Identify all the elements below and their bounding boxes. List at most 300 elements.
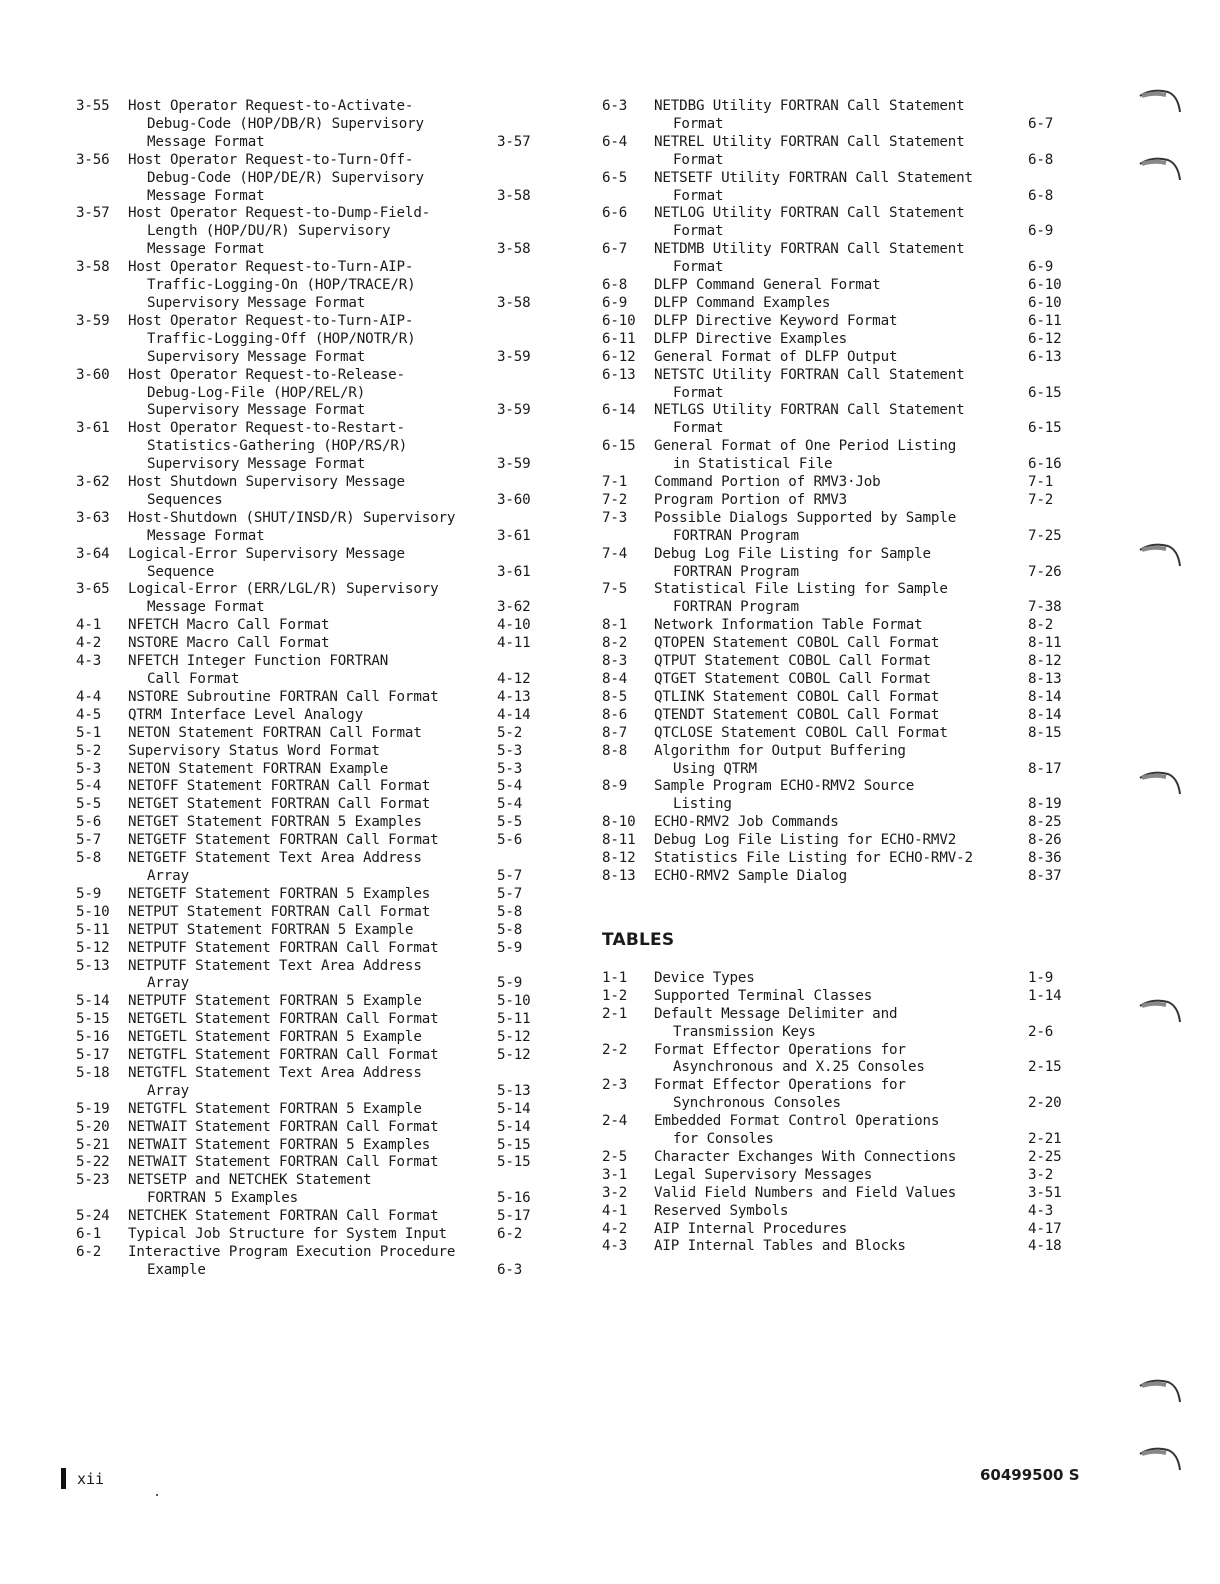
figure-title-continuation: Format [673, 223, 724, 240]
figure-title-continuation: Message Format [147, 187, 265, 204]
figure-entry [602, 689, 1082, 707]
figure-page-reference: 5-7 [497, 885, 523, 902]
figure-entry [76, 904, 551, 922]
figure-title-line: NSTORE Subroutine FORTRAN Call Format [128, 688, 439, 705]
figure-title-line: NETGETL Statement FORTRAN 5 Example [128, 1029, 422, 1046]
figure-page-reference: 5-17 [497, 1208, 531, 1225]
figure-title-line: ECHO-RMV2 Sample Dialog [654, 867, 848, 884]
figure-title-line: NETGTFL Statement FORTRAN Call Format [128, 1047, 439, 1064]
table-title-line: AIP Internal Tables and Blocks [654, 1238, 906, 1255]
table-page-reference: 2-6 [1028, 1023, 1054, 1040]
figure-number: 5-11 [76, 921, 110, 938]
figure-number: 7-2 [602, 491, 628, 508]
figure-title-continuation: Array [147, 1082, 189, 1099]
figure-entry [602, 98, 1082, 134]
table-title-line: Format Effector Operations for [654, 1041, 906, 1058]
figure-title [128, 474, 497, 510]
table-page-reference: 3-51 [1028, 1184, 1062, 1201]
figure-title-continuation: Traffic-Logging-Off (HOP/NOTR/R) [147, 330, 416, 347]
figure-page-reference: 5-15 [497, 1154, 531, 1171]
figure-number: 6-1 [76, 1226, 102, 1243]
figure-title [128, 420, 497, 474]
figure-title [128, 653, 497, 689]
figure-number: 4-2 [76, 635, 102, 652]
table-entry [602, 970, 1082, 988]
table-title [654, 1006, 1028, 1042]
figure-entry [602, 349, 1082, 367]
figure-entry [76, 796, 551, 814]
figure-title [128, 635, 497, 653]
table-title-continuation: Asynchronous and X.25 Consoles [673, 1059, 925, 1076]
figure-title-line: Network Information Table Format [654, 617, 923, 634]
figure-number: 5-7 [76, 832, 102, 849]
figure-title-continuation: in Statistical File [673, 456, 833, 473]
figure-title-continuation: Array [147, 867, 189, 884]
figure-number: 6-14 [602, 402, 636, 419]
figure-entry [76, 1226, 551, 1244]
figure-number: 5-15 [76, 1011, 110, 1028]
figure-entry [76, 940, 551, 958]
figure-title [128, 1101, 497, 1119]
figure-page-reference: 3-57 [497, 133, 531, 150]
figure-number: 3-55 [76, 98, 110, 114]
figure-number: 5-13 [76, 957, 110, 974]
figure-title-line: NETREL Utility FORTRAN Call Statement [654, 133, 965, 150]
figure-number: 3-56 [76, 151, 110, 168]
figure-entry [76, 1011, 551, 1029]
table-number: 2-2 [602, 1041, 628, 1058]
figure-title-line: NETGET Statement FORTRAN Call Format [128, 796, 431, 813]
figure-entry [76, 1119, 551, 1137]
table-title [654, 1167, 1028, 1185]
figure-entry [602, 868, 1082, 886]
table-title-line: Character Exchanges With Connections [654, 1148, 957, 1165]
table-number: 4-1 [602, 1202, 628, 1219]
figure-title [128, 581, 497, 617]
table-number: 1-1 [602, 969, 628, 986]
figure-title-line: NETWAIT Statement FORTRAN 5 Examples [128, 1136, 431, 1153]
figure-title [654, 402, 1028, 438]
figure-entry [76, 474, 551, 510]
figure-entry [76, 725, 551, 743]
figure-number: 5-8 [76, 850, 102, 867]
figure-entry [76, 205, 551, 259]
figure-number: 7-1 [602, 474, 628, 491]
figure-number: 6-13 [602, 366, 636, 383]
figure-title [654, 474, 1028, 492]
figure-title-line: NETLOG Utility FORTRAN Call Statement [654, 205, 965, 222]
figure-entry [76, 1101, 551, 1119]
figure-number: 6-6 [602, 205, 628, 222]
figure-number: 3-62 [76, 474, 110, 491]
figure-title-line: Statistical File Listing for Sample [654, 581, 948, 598]
figure-title-line: NETGET Statement FORTRAN 5 Examples [128, 814, 422, 831]
figure-page-reference: 6-10 [1028, 294, 1062, 311]
figure-title-line: Possible Dialogs Supported by Sample [654, 509, 957, 526]
figure-number: 8-12 [602, 850, 636, 867]
figure-title [654, 850, 1028, 868]
figure-title-continuation: Sequences [147, 491, 223, 508]
figure-title [128, 725, 497, 743]
figure-number: 3-60 [76, 366, 110, 383]
figure-page-reference: 5-3 [497, 742, 523, 759]
table-number: 1-2 [602, 987, 628, 1004]
figure-entry [602, 707, 1082, 725]
figure-number: 8-13 [602, 867, 636, 884]
figure-title-line: DLFP Directive Keyword Format [654, 312, 898, 329]
figure-title-line: Interactive Program Execution Procedure [128, 1244, 456, 1260]
table-page-reference: 2-25 [1028, 1148, 1062, 1165]
figure-page-reference: 8-11 [1028, 635, 1062, 652]
figure-title [128, 546, 497, 582]
figure-number: 5-6 [76, 814, 102, 831]
figure-entry [602, 134, 1082, 170]
table-title [654, 1149, 1028, 1167]
figure-title-line: QTENDT Statement COBOL Call Format [654, 706, 940, 723]
figure-number: 3-63 [76, 509, 110, 526]
figure-number: 5-19 [76, 1100, 110, 1117]
figure-title [654, 581, 1028, 617]
figure-page-reference: 5-12 [497, 1047, 531, 1064]
figure-page-reference: 6-9 [1028, 259, 1054, 276]
figure-title-line: NETWAIT Statement FORTRAN Call Format [128, 1118, 439, 1135]
figure-page-reference: 3-59 [497, 456, 531, 473]
figure-entry [76, 1172, 551, 1208]
figure-title-line: Host Operator Request-to-Activate- [128, 98, 414, 114]
figure-page-reference: 8-19 [1028, 796, 1062, 813]
figure-title-line: NETGETL Statement FORTRAN Call Format [128, 1011, 439, 1028]
figure-entry [76, 1137, 551, 1155]
figure-number: 4-1 [76, 617, 102, 634]
figure-page-reference: 5-12 [497, 1029, 531, 1046]
figure-page-reference: 8-14 [1028, 688, 1062, 705]
figure-entry [76, 1029, 551, 1047]
change-bar [61, 1468, 66, 1489]
figure-title [654, 134, 1028, 170]
figure-title-line: NETCHEK Statement FORTRAN Call Format [128, 1208, 439, 1225]
figure-title [128, 707, 497, 725]
figure-entry [602, 367, 1082, 403]
figure-page-reference: 6-9 [1028, 223, 1054, 240]
figure-page-reference: 5-9 [497, 975, 523, 992]
figure-title-continuation: Traffic-Logging-On (HOP/TRACE/R) [147, 277, 416, 294]
figure-title [128, 940, 497, 958]
figure-title-continuation: Statistics-Gathering (HOP/RS/R) [147, 438, 408, 455]
figure-title-line: General Format of One Period Listing [654, 438, 957, 455]
figure-title-line: NETPUTF Statement FORTRAN 5 Example [128, 993, 422, 1010]
figure-title [128, 1119, 497, 1137]
figure-title-line: General Format of DLFP Output [654, 348, 898, 365]
figure-number: 8-9 [602, 778, 628, 795]
table-entry [602, 1167, 1082, 1185]
figure-title-continuation: FORTRAN Program [673, 599, 799, 616]
table-title [654, 1203, 1028, 1221]
table-number: 2-4 [602, 1113, 628, 1130]
table-title [654, 1113, 1028, 1149]
figure-number: 6-9 [602, 294, 628, 311]
figure-entry [602, 546, 1082, 582]
figure-title-line: Logical-Error (ERR/LGL/R) Supervisory [128, 581, 439, 598]
figure-title-line: Host Operator Request-to-Dump-Field- [128, 205, 431, 222]
figure-entry [76, 546, 551, 582]
figure-page-reference: 7-25 [1028, 527, 1062, 544]
figure-number: 5-20 [76, 1118, 110, 1135]
figure-title-line: NETGTFL Statement FORTRAN 5 Example [128, 1100, 422, 1117]
figure-entry [76, 1208, 551, 1226]
figure-page-reference: 3-62 [497, 599, 531, 616]
figure-entry [76, 635, 551, 653]
figure-page-reference: 4-12 [497, 671, 531, 687]
figure-title-line: Host Operator Request-to-Release- [128, 366, 405, 383]
figures-list-continued [602, 98, 1082, 886]
figure-page-reference: 6-15 [1028, 420, 1062, 437]
figure-entry [602, 474, 1082, 492]
figure-title [654, 635, 1028, 653]
figure-page-reference: 7-1 [1028, 474, 1054, 491]
table-title-line: Default Message Delimiter and [654, 1005, 898, 1022]
figure-number: 8-7 [602, 724, 628, 741]
figure-title-line: Supervisory Status Word Format [128, 742, 380, 759]
table-title-line: Embedded Format Control Operations [654, 1113, 940, 1130]
figure-entry [76, 922, 551, 940]
figure-number: 6-11 [602, 330, 636, 347]
table-entry [602, 1113, 1082, 1149]
figure-number: 5-1 [76, 724, 102, 741]
figure-entry [76, 420, 551, 474]
figure-entry [76, 689, 551, 707]
figure-entry [602, 170, 1082, 206]
figure-title [654, 671, 1028, 689]
table-entry [602, 988, 1082, 1006]
table-page-reference: 4-3 [1028, 1202, 1054, 1219]
figure-entry [602, 653, 1082, 671]
figure-number: 7-4 [602, 545, 628, 562]
figure-title [128, 778, 497, 796]
figure-entry [76, 814, 551, 832]
figure-page-reference: 5-5 [497, 814, 523, 831]
figure-page-reference: 3-61 [497, 527, 531, 544]
figure-title [654, 832, 1028, 850]
figures-list-left-column [76, 98, 551, 1280]
figure-title-continuation: Array [147, 975, 189, 992]
tables-list [602, 970, 1082, 1257]
figure-title-line: QTOPEN Statement COBOL Call Format [654, 635, 940, 652]
figure-title [654, 438, 1028, 474]
figure-page-reference: 3-58 [497, 294, 531, 311]
figure-page-reference: 5-15 [497, 1136, 531, 1153]
table-page-reference: 1-14 [1028, 987, 1062, 1004]
figure-entry [602, 331, 1082, 349]
figure-title-line: NETSETP and NETCHEK Statement [128, 1172, 372, 1189]
figure-title-continuation: Format [673, 151, 724, 168]
figure-title [654, 814, 1028, 832]
table-entry [602, 1203, 1082, 1221]
table-number: 4-2 [602, 1220, 628, 1237]
figure-page-reference: 5-4 [497, 796, 523, 813]
figure-page-reference: 7-2 [1028, 491, 1054, 508]
figure-title-line: QTPUT Statement COBOL Call Format [654, 653, 931, 670]
table-title-line: Format Effector Operations for [654, 1077, 906, 1094]
figure-title-line: DLFP Command General Format [654, 277, 881, 294]
figure-number: 5-9 [76, 885, 102, 902]
figure-page-reference: 8-37 [1028, 867, 1062, 884]
figure-entry [76, 259, 551, 313]
table-title-line: Device Types [654, 969, 755, 986]
figure-entry [76, 1065, 551, 1101]
figure-page-reference: 3-59 [497, 402, 531, 419]
figure-title [128, 689, 497, 707]
figure-title [128, 1172, 497, 1208]
figure-title [654, 689, 1028, 707]
figure-title-continuation: Message Format [147, 599, 265, 616]
figure-title [128, 367, 497, 421]
figure-page-reference: 5-8 [497, 921, 523, 938]
figure-number: 8-3 [602, 653, 628, 670]
figure-number: 6-2 [76, 1244, 102, 1260]
figure-number: 6-12 [602, 348, 636, 365]
figure-title-line: DLFP Directive Examples [654, 330, 848, 347]
figure-title-continuation: Message Format [147, 241, 265, 258]
figure-number: 6-4 [602, 133, 628, 150]
figure-entry [602, 635, 1082, 653]
table-page-reference: 1-9 [1028, 969, 1054, 986]
figure-page-reference: 8-13 [1028, 671, 1062, 687]
figure-page-reference: 5-4 [497, 778, 523, 795]
table-entry [602, 1149, 1082, 1167]
figure-page-reference: 4-13 [497, 688, 531, 705]
figure-number: 7-3 [602, 509, 628, 526]
binder-hole-mark [1138, 768, 1182, 798]
table-title-line: Valid Field Numbers and Field Values [654, 1184, 957, 1201]
figure-page-reference: 4-11 [497, 635, 531, 652]
figure-entry [602, 617, 1082, 635]
figure-entry [602, 402, 1082, 438]
table-title-line: AIP Internal Procedures [654, 1220, 848, 1237]
table-title [654, 1221, 1028, 1239]
figure-number: 6-3 [602, 98, 628, 114]
figure-page-reference: 6-16 [1028, 456, 1062, 473]
figure-entry [76, 886, 551, 904]
figure-title-line: NETON Statement FORTRAN Example [128, 760, 389, 777]
speck [156, 1494, 158, 1496]
table-entry [602, 1077, 1082, 1113]
figure-title-line: Algorithm for Output Buffering [654, 742, 906, 759]
figure-entry [76, 510, 551, 546]
figure-title-continuation: FORTRAN 5 Examples [147, 1190, 299, 1207]
figure-page-reference: 5-9 [497, 939, 523, 956]
figure-title [128, 743, 497, 761]
figure-page-reference: 5-16 [497, 1190, 531, 1207]
figure-number: 5-5 [76, 796, 102, 813]
figure-entry [76, 367, 551, 421]
figure-number: 4-4 [76, 688, 102, 705]
figure-number: 3-61 [76, 420, 110, 437]
figure-title-line: NETPUT Statement FORTRAN 5 Example [128, 921, 414, 938]
figure-title-line: NETLGS Utility FORTRAN Call Statement [654, 402, 965, 419]
figure-title-continuation: Debug-Code (HOP/DE/R) Supervisory [147, 169, 424, 186]
figure-page-reference: 6-12 [1028, 330, 1062, 347]
figure-entry [602, 295, 1082, 313]
figure-entry [602, 850, 1082, 868]
figure-title-continuation: Example [147, 1261, 206, 1278]
figure-title-line: Debug Log File Listing for ECHO-RMV2 [654, 832, 957, 849]
binder-hole-mark [1138, 1376, 1182, 1406]
figure-number: 6-5 [602, 169, 628, 186]
figure-title-continuation: Sequence [147, 563, 215, 580]
figure-number: 3-57 [76, 205, 110, 222]
table-entry [602, 1238, 1082, 1256]
figure-title-line: QTLINK Statement COBOL Call Format [654, 688, 940, 705]
figure-entry [602, 743, 1082, 779]
figure-title-line: Sample Program ECHO-RMV2 Source [654, 778, 915, 795]
figure-page-reference: 5-13 [497, 1082, 531, 1099]
figure-title [654, 546, 1028, 582]
figure-number: 5-12 [76, 939, 110, 956]
figure-title-continuation: Supervisory Message Format [147, 294, 366, 311]
figure-page-reference: 7-26 [1028, 563, 1062, 580]
figure-title-line: Host Operator Request-to-Turn-Off- [128, 151, 414, 168]
figure-title-line: NETDBG Utility FORTRAN Call Statement [654, 98, 965, 114]
figure-number: 6-7 [602, 241, 628, 258]
figure-title-continuation: Format [673, 115, 724, 132]
figure-number: 3-64 [76, 545, 110, 562]
figure-title [654, 743, 1028, 779]
figure-entry [76, 707, 551, 725]
figure-number: 5-16 [76, 1029, 110, 1046]
figure-title-line: NETPUTF Statement Text Area Address [128, 957, 422, 974]
figure-page-reference: 6-13 [1028, 348, 1062, 365]
figure-title [654, 868, 1028, 886]
figure-title-line: NETWAIT Statement FORTRAN Call Format [128, 1154, 439, 1171]
table-page-reference: 4-18 [1028, 1238, 1062, 1255]
figure-entry [602, 778, 1082, 814]
figure-entry [76, 313, 551, 367]
figure-entry [602, 510, 1082, 546]
figure-entry [76, 778, 551, 796]
figure-number: 5-2 [76, 742, 102, 759]
figure-title-continuation: Supervisory Message Format [147, 402, 366, 419]
figure-title-line: Typical Job Structure for System Input [128, 1226, 447, 1243]
figure-page-reference: 8-25 [1028, 814, 1062, 831]
figure-entry [602, 814, 1082, 832]
figure-title-continuation: Supervisory Message Format [147, 456, 366, 473]
figure-title-line: Host Operator Request-to-Turn-AIP- [128, 259, 414, 276]
figure-title-line: NFETCH Integer Function FORTRAN [128, 653, 389, 670]
figure-number: 6-15 [602, 438, 636, 455]
table-title-line: Legal Supervisory Messages [654, 1166, 873, 1183]
figure-title [654, 98, 1028, 134]
table-title-line: Reserved Symbols [654, 1202, 789, 1219]
binder-hole-mark [1138, 1444, 1182, 1474]
figure-title [128, 1208, 497, 1226]
figure-page-reference: 3-58 [497, 241, 531, 258]
figure-page-reference: 3-61 [497, 563, 531, 580]
figure-page-reference: 5-14 [497, 1118, 531, 1135]
figure-page-reference: 6-8 [1028, 187, 1054, 204]
table-title-continuation: Transmission Keys [673, 1023, 816, 1040]
figure-title-continuation: FORTRAN Program [673, 527, 799, 544]
table-title [654, 1077, 1028, 1113]
figure-title [128, 832, 497, 850]
figure-title [128, 761, 497, 779]
figure-title [128, 313, 497, 367]
figure-title [654, 241, 1028, 277]
figure-title [654, 170, 1028, 206]
figure-title-line: NETPUTF Statement FORTRAN Call Format [128, 939, 439, 956]
table-number: 2-5 [602, 1148, 628, 1165]
table-page-reference: 3-2 [1028, 1166, 1054, 1183]
figure-page-reference: 4-10 [497, 617, 531, 634]
